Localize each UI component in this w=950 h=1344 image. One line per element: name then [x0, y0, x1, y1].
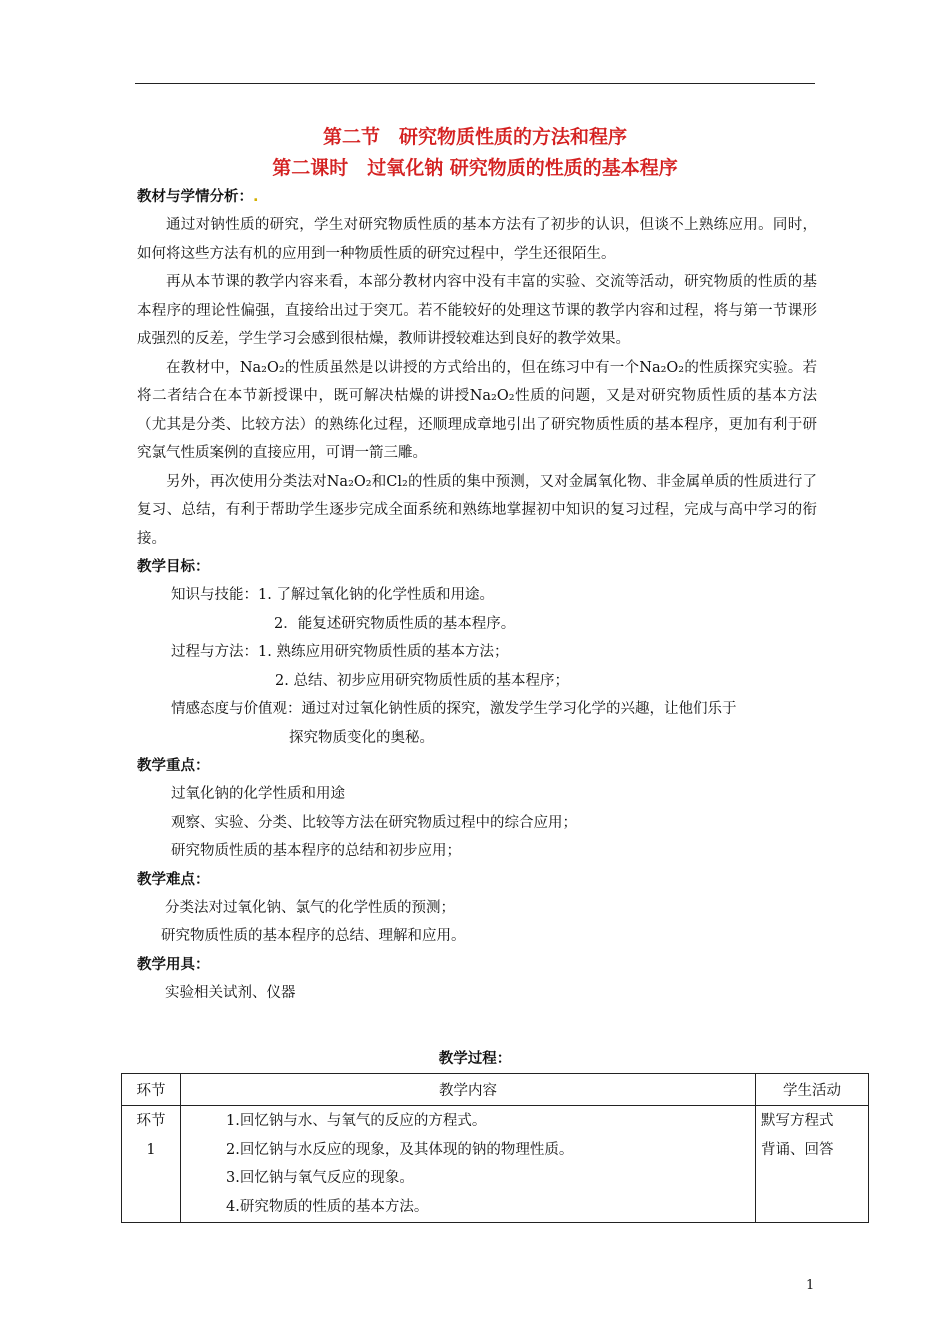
table-header-row: [122, 1074, 869, 1106]
content-item: 2.回忆钠与水反应的现象，及其体现的钠的物理性质。: [226, 1141, 574, 1158]
header-rule: [135, 83, 815, 84]
goal-label: 过程与方法：: [171, 644, 258, 660]
key-points-heading: 教学重点：: [137, 758, 210, 774]
header-stage: 环节: [122, 1074, 181, 1106]
analysis-paragraph: 在教材中，Na₂O₂的性质虽然是以讲授的方式给出的，但在练习中有一个Na₂O₂的性质探究实验。若将二者结合在本节新授课中，既可解决枯燥的讲授Na₂O₂性质的问题，又是对研究物质性质的基本方法（尤其是分类、比较方法）的熟练化过程，还顺理成章地引出了研究物质性质的基本程序，更加有利于研究氯气性质案例的直接应用，可谓一箭三雕。: [137, 359, 817, 461]
stage-number: 1: [146, 1141, 156, 1158]
goal-text: 1. 熟练应用研究物质性质的基本方法；: [258, 644, 509, 660]
goal-process: [137, 638, 817, 667]
difficulty-item: 分类法对过氧化钠、氯气的化学性质的预测；: [165, 899, 455, 916]
goal-knowledge-2: [137, 610, 817, 639]
difficulty-item: 研究物质性质的基本程序的总结、理解和应用。: [161, 928, 466, 944]
key-point-item: 研究物质性质的基本程序的总结和初步应用；: [171, 843, 461, 859]
document-body: [137, 183, 817, 1007]
goal-label: 知识与技能：: [171, 587, 258, 603]
goal-knowledge: [137, 581, 817, 610]
key-point-item: 观察、实验、分类、比较等方法在研究物质过程中的综合应用；: [171, 814, 577, 831]
content-cell: [181, 1106, 756, 1223]
table-row: [122, 1106, 869, 1223]
analysis-paragraph: 通过对钠性质的研究，学生对研究物质性质的基本方法有了初步的认识，但谈不上熟练应用。同时，如何将这些方法有机的应用到一种物质性质的研究过程中，学生还很陌生。: [137, 217, 817, 262]
goal-text: 1. 了解过氧化钠的化学性质和用途。: [258, 587, 494, 603]
analysis-heading: 教材与学情分析：.: [137, 189, 259, 205]
goal-emotion: [137, 695, 817, 724]
tools-heading: 教学用具：: [137, 956, 210, 973]
goal-emotion-2: 探究物质变化的奥秘。: [289, 729, 434, 746]
process-table: [121, 1073, 869, 1223]
goals-heading: 教学目标：: [137, 559, 210, 575]
difficulties-heading: 教学难点：: [137, 871, 210, 888]
header-activity: 学生活动: [756, 1074, 869, 1106]
content-item: 1.回忆钠与水、与氧气的反应的方程式。: [226, 1113, 487, 1129]
goal-text: 通过对过氧化钠性质的探究，激发学生学习化学的兴趣，让他们乐于: [301, 701, 737, 717]
process-title: 教学过程：: [438, 1051, 512, 1067]
analysis-paragraph: 另外，再次使用分类法对Na₂O₂和Cl₂的性质的集中预测，又对金属氧化物、非金属单质的性质进行了复习、总结，有利于帮助学生逐步完成全面系统和熟练地掌握初中知识的复习过程，完成与高中学习的衔接。: [137, 473, 817, 547]
stage-cell: [122, 1106, 181, 1223]
goal-process-2: [137, 667, 817, 696]
content-item: 4.研究物质的性质的基本方法。: [226, 1198, 429, 1215]
goal-label: 情感态度与价值观：: [171, 701, 302, 717]
key-point-item: 过氧化钠的化学性质和用途: [171, 786, 345, 802]
tools-text: 实验相关试剂、仪器: [165, 984, 296, 1001]
goal-text: 2. 总结、初步应用研究物质性质的基本程序；: [275, 672, 569, 689]
section-title: 第二节 研究物质性质的方法和程序: [322, 126, 627, 148]
lesson-title: 第二课时 过氧化钠 研究物质的性质的基本程序: [272, 157, 678, 179]
stage-label: 环节: [136, 1113, 166, 1129]
goal-text: 2．能复述研究物质性质的基本程序。: [274, 615, 516, 632]
activity-item: 背诵、回答: [761, 1141, 834, 1158]
content-item: 3.回忆钠与氧气反应的现象。: [226, 1170, 414, 1186]
activity-item: 默写方程式: [761, 1113, 834, 1129]
page-number: 1: [806, 1278, 815, 1293]
header-content: 教学内容: [181, 1074, 756, 1106]
activity-cell: [756, 1106, 869, 1223]
analysis-paragraph: 再从本节课的教学内容来看，本部分教材内容中没有丰富的实验、交流等活动，研究物质的性质的基本程序的理论性偏强，直接给出过于突兀。若不能较好的处理这节课的教学内容和过程，将与第一节课形成强烈的反差，学生学习会感到很枯燥，教师讲授较难达到良好的教学效果。: [137, 274, 817, 347]
